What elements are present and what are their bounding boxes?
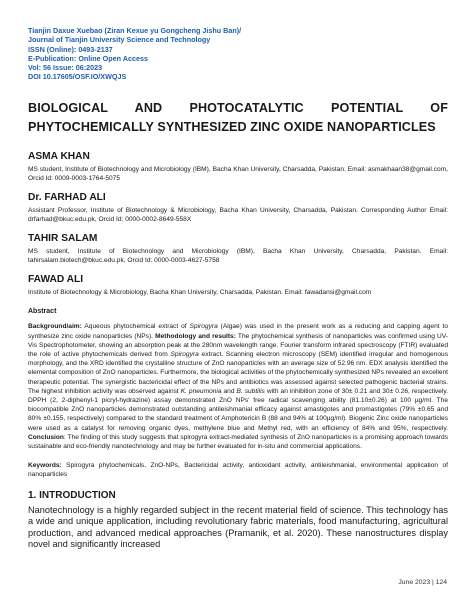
abstract-body [28,322,448,451]
abstract-species-name: B. subtilis [236,387,265,395]
abstract-conclusion-label: Conclusion [28,433,64,441]
author-name: TAHIR SALAM [28,233,98,245]
journal-volume-issue: Vol: 56 Issue: 06:2023 [28,63,103,73]
paper-title [28,99,448,137]
journal-english-name: Journal of Tianjin University Science and Technology [28,35,211,45]
paper-title-line1: BIOLOGICAL AND PHOTOCATALYTIC POTENTIAL OF [28,100,448,115]
abstract-text: extract. Scanning electron microscopy (SEM) identified irregular and homogenous morphology, and the XRD identified the crystalline structure of ZnO nanoparticles with an average size of 52.96 nm. EDX analysis identified the elemental composition of ZnO nanoparticles. Furthermore, the biological activities of the phytochemically synthesized NPs revealed an excellent therapeutic potential. The synergistic bactericidal effect of the NPs and antibiotics was assessed against selected pathogenic bacterial strains. The highest inhibition activity was observed against [28,351,449,395]
abstract-species-name: Spirogyra [189,323,218,331]
author-name: FAWAD ALI [28,274,84,286]
section-heading-introduction: 1. INTRODUCTION [28,489,116,501]
journal-name-line: Tianjin Daxue Xuebao (Ziran Kexue yu Gongcheng Jishu Ban)/ [28,26,242,35]
author-affiliation: Assistant Professor, Institute of Biotechnology & Microbiology, Bacha Khan University, Charsadda, Pakistan. Corresponding Author Email: drfarhad@bkuc.edu.pk, Orcid Id: 0000-0002-8649-558X [28,206,448,224]
abstract-species-name: Spirogyra [170,351,199,359]
paper-title-line2: PHYTOCHEMICALLY SYNTHESIZED ZINC OXIDE NANOPARTICLES [28,119,436,134]
journal-doi: DOI 10.17605/OSF.IO/XWQJS [28,72,127,82]
author-affiliation: Institute of Biotechnology & Microbiology, Bacha Khan University, Charsadda, Pakistan. Email: fawadansi@gmail.com [28,289,372,297]
journal-epublication: E-Publication: Online Open Access [28,53,148,63]
author-affiliation: MS student, Institute of Biotechnology and Microbiology (IBM), Bacha Khan University, Charsadda, Pakistan. Email: asmakhaan38@gmail.com, Orcid Id: 0009-0003-1764-5075 [28,165,448,182]
author-name: ASMA KHAN [28,150,90,162]
abstract-background-label: Background/aim: [28,323,82,331]
abstract-heading: Abstract [28,308,57,316]
page-footer: June 2023 | 124 [398,579,447,586]
paper-page [28,26,448,551]
author-affiliation: MS student, Institute of Biotechnology and Microbiology (IBM), Bacha Khan University, Charsadda, Pakistan. Email: tahirsalam.biotech@bkuc.edu.pk, Orcid Id: 0000-0003-4627-5758 [28,248,448,265]
abstract-text: and [221,387,237,395]
keywords-label: Keywords: [28,462,62,470]
abstract-methodology-label: Methodology and results: [155,332,236,340]
abstract-text: : The finding of this study suggests that spirogyra extract-mediated synthesis of ZnO nanoparticles is a promising approach towards sustainable and eco-friendly nanotechnology and may be further evaluated for in-situ and commercial applications. [28,433,448,451]
abstract-text: Aqueous phytochemical extract of [81,323,190,331]
author-name: Dr. FARHAD ALI [28,191,106,203]
abstract-text: The phytochemical synthesis of nanoparticles was confirmed using UV-Vis Spectrophotometer, showing an absorption peak at the 280nm wavelength range. Fourier transform infrared spectroscopy (FTIR) evaluated the role of active phytochemicals derived from [28,332,448,359]
abstract-text: with an inhibition zone of 30± 0.21 and 30± 0.26, respectively. DPPH (2, 2-diphenyl-1 picryl-hydrazine) assay demonstrated ZnO NPs' free radical scavenging ability (81.10±0.26) at 100 µg/ml. The biocompatible ZnO nanoparticles demonstrated outstanding antileishmanial efficacy against amastigotes and promastigotes (79% ±0.65 and 80% ±0.155, respectively) compared to the standard treatment of Amphotericin B (88 and 94% at 100µg/ml). Biogenic Zinc oxide nanoparticles were used as a catalyst for removing organic dyes, methylene blue and Methyl red, with an efficiency of 84% and 95%, respectively. [28,387,448,432]
abstract-species-name: K. pneumonia [180,387,222,395]
journal-issn: ISSN (Online): 0493-2137 [28,44,113,54]
abstract-text: (Algae) was used in the present work as a reducing and capping agent to synthesize zinc oxide nanoparticles (NPs). [28,323,448,340]
keywords-text: Spirogyra phytochemicals, ZnO-NPs, Bactericidal activity, antioxidant activity, antileishmanial, environmental application of nanoparticles [28,462,448,479]
introduction-paragraph: Nanotechnology is a highly regarded subject in the recent material field of science. This technology has a wide and unique application, including revolutionary fabric materials, food manufacturing, agricultural production, and advanced medical approaches (Pramanik, et al. 2020). These nanostructures display novel and significantly increased [28,504,448,550]
author-list [28,151,448,298]
journal-header [28,26,448,82]
keywords [28,461,448,479]
